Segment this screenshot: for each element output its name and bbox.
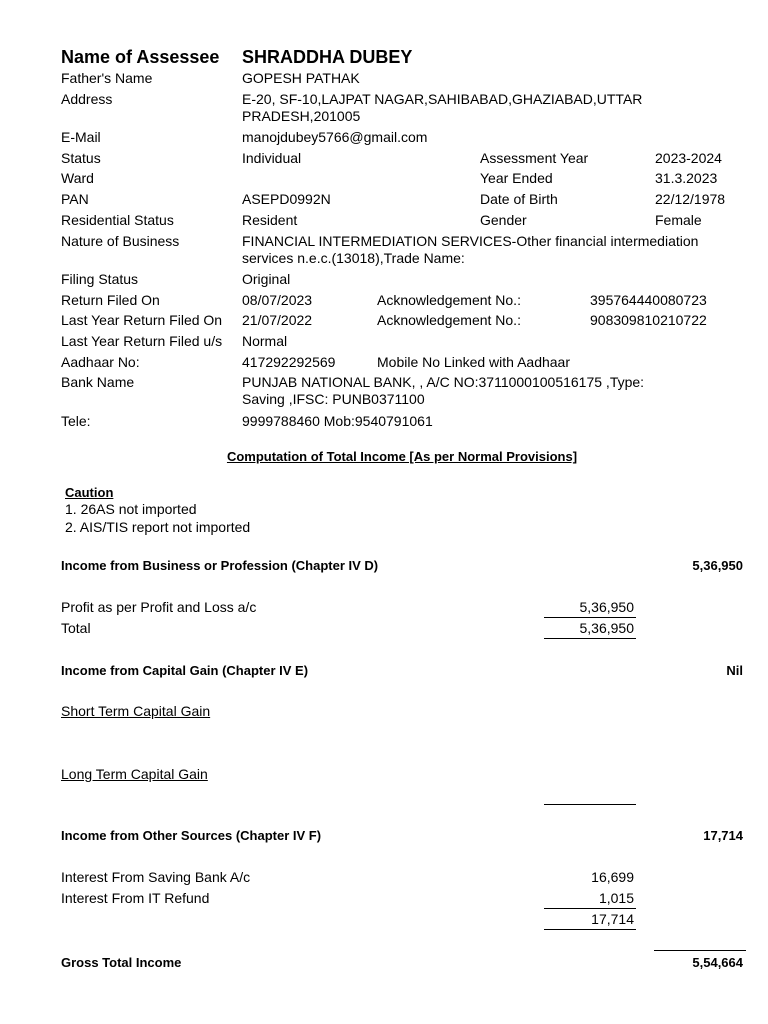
residential-status-value: Resident xyxy=(242,212,298,228)
email-label: E-Mail xyxy=(61,129,101,145)
mobile-linked-label: Mobile No Linked with Aadhaar xyxy=(377,354,571,370)
aadhaar-value: 417292292569 xyxy=(242,354,336,370)
filing-status-label: Filing Status xyxy=(61,271,139,287)
last-year-return-filed-label: Last Year Return Filed On xyxy=(61,312,223,328)
divider xyxy=(654,950,746,951)
nature-of-business-value: FINANCIAL INTERMEDIATION SERVICES-Other financial intermediation services n.e.c.(13018),Trade Name: xyxy=(242,233,699,266)
other-sources-item-value: 16,699 xyxy=(591,869,634,885)
status-label: Status xyxy=(61,150,101,166)
gender-value: Female xyxy=(655,212,702,228)
father-name-value: GOPESH PATHAK xyxy=(242,70,360,86)
return-filed-on-label: Return Filed On xyxy=(61,292,160,308)
return-filed-on-value: 08/07/2023 xyxy=(242,292,313,308)
dob-value: 22/12/1978 xyxy=(655,191,726,207)
last-year-return-us-value: Normal xyxy=(242,333,288,349)
profit-label: Profit as per Profit and Loss a/c xyxy=(61,599,257,615)
aadhaar-label: Aadhaar No: xyxy=(61,354,140,370)
year-ended-value: 31.3.2023 xyxy=(655,170,718,186)
divider xyxy=(544,908,636,909)
capital-gain-total: Nil xyxy=(726,663,743,678)
long-term-capital-gain-label: Long Term Capital Gain xyxy=(61,766,208,782)
other-sources-total: 17,714 xyxy=(703,828,743,843)
divider xyxy=(544,617,636,618)
caution-item: 1. 26AS not imported xyxy=(65,501,197,517)
assessee-name-label: Name of Assessee xyxy=(61,47,220,67)
other-sources-item-label: Interest From Saving Bank A/c xyxy=(61,869,251,885)
residential-status-label: Residential Status xyxy=(61,212,174,228)
tele-label: Tele: xyxy=(61,413,91,429)
bank-name-value: PUNJAB NATIONAL BANK, , A/C NO:3711000100516175 ,Type: Saving ,IFSC: PUNB0371100 xyxy=(242,374,645,407)
year-ended-label: Year Ended xyxy=(480,170,553,186)
business-income-heading: Income from Business or Profession (Chapter IV D) xyxy=(61,558,379,573)
email-value: manojdubey5766@gmail.com xyxy=(242,129,428,145)
caution-item: 2. AIS/TIS report not imported xyxy=(65,519,251,535)
status-value: Individual xyxy=(242,150,302,166)
last-year-acknowledgement-label: Acknowledgement No.: xyxy=(377,312,521,328)
other-sources-item-label: Interest From IT Refund xyxy=(61,890,210,906)
caution-title: Caution xyxy=(65,485,114,500)
pan-value: ASEPD0992N xyxy=(242,191,331,207)
father-name-label: Father's Name xyxy=(61,70,153,86)
capital-gain-heading: Income from Capital Gain (Chapter IV E) xyxy=(61,663,309,678)
assessment-year-value: 2023-2024 xyxy=(655,150,722,166)
ward-label: Ward xyxy=(61,170,94,186)
business-income-total: 5,36,950 xyxy=(692,558,743,573)
last-year-return-filed-value: 21/07/2022 xyxy=(242,312,313,328)
address-label: Address xyxy=(61,91,113,107)
filing-status-value: Original xyxy=(242,271,291,287)
gender-label: Gender xyxy=(480,212,527,228)
acknowledgement-value: 395764440080723 xyxy=(590,292,707,308)
short-term-capital-gain-label: Short Term Capital Gain xyxy=(61,703,211,719)
assessee-name-value: SHRADDHA DUBEY xyxy=(242,47,413,67)
bank-name-label: Bank Name xyxy=(61,374,135,390)
divider xyxy=(544,638,636,639)
other-sources-subtotal: 17,714 xyxy=(591,911,634,927)
nature-of-business-label: Nature of Business xyxy=(61,233,180,249)
gross-total-income-label: Gross Total Income xyxy=(61,955,182,970)
acknowledgement-label: Acknowledgement No.: xyxy=(377,292,521,308)
business-total-label: Total xyxy=(61,620,91,636)
business-total-value: 5,36,950 xyxy=(579,620,634,636)
divider xyxy=(544,804,636,805)
assessment-year-label: Assessment Year xyxy=(480,150,589,166)
computation-title: Computation of Total Income [As per Normal Provisions] xyxy=(226,449,578,464)
dob-label: Date of Birth xyxy=(480,191,558,207)
profit-value: 5,36,950 xyxy=(579,599,634,615)
gross-total-income-value: 5,54,664 xyxy=(692,955,743,970)
other-sources-item-value: 1,015 xyxy=(598,890,634,906)
address-value: E-20, SF-10,LAJPAT NAGAR,SAHIBABAD,GHAZIABAD,UTTAR PRADESH,201005 xyxy=(242,91,643,124)
last-year-acknowledgement-value: 908309810210722 xyxy=(590,312,707,328)
tele-value: 9999788460 Mob:9540791061 xyxy=(242,413,433,429)
last-year-return-us-label: Last Year Return Filed u/s xyxy=(61,333,223,349)
pan-label: PAN xyxy=(61,191,89,207)
divider xyxy=(544,929,636,930)
other-sources-heading: Income from Other Sources (Chapter IV F) xyxy=(61,828,322,843)
